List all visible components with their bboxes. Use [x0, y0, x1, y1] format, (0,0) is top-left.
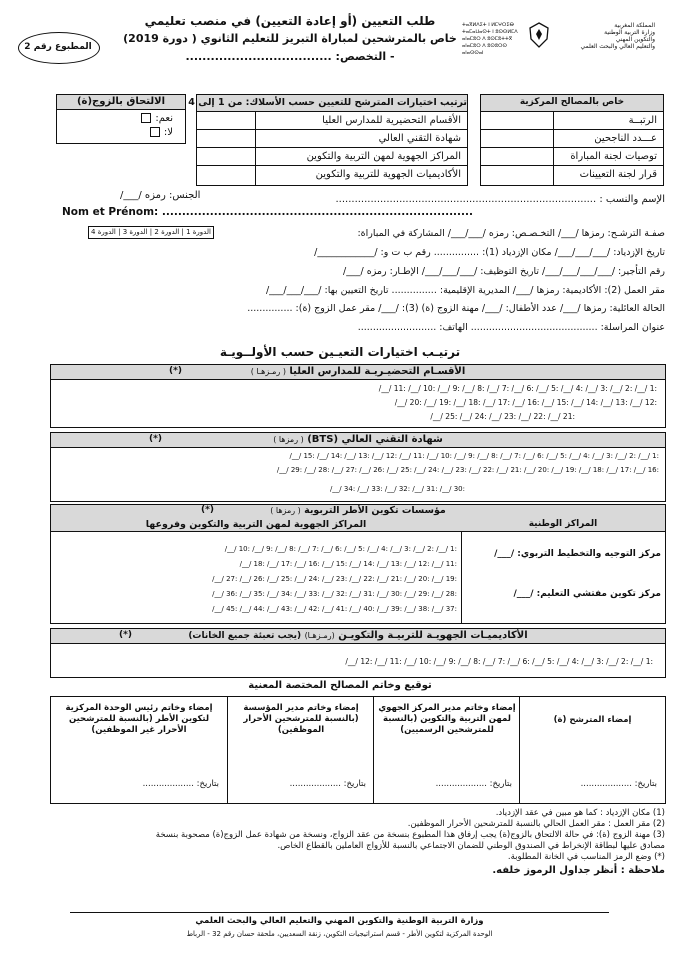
spouse-yes-checkbox[interactable]	[141, 113, 151, 123]
regional-row-4[interactable]: :28 /__/ :29 /__/ :30 /__/ :31 /__/ :32 /__/ :33 /__/ :34 /__/ :35 /__/ :36 /__/	[212, 590, 457, 598]
spouse-box-title: الالتحاق بالزوج(ة)	[76, 96, 166, 107]
spouse-box	[56, 94, 186, 144]
signatures-table	[50, 696, 666, 804]
spouse-yes-label: نعم:	[155, 113, 173, 124]
section-training-institutes	[50, 504, 666, 624]
regional-row-5[interactable]: :37 /__/ :38 /__/ :39 /__/ :40 /__/ :41 /__/ :42 /__/ :43 /__/ :44 /__/ :45 /__/	[212, 605, 457, 613]
prefs-row-cpge: الأقسام التحضيرية للمدارس العليا	[322, 115, 461, 126]
footnote-2: (2) مقر العمل : مقر العمل الحالي بالنسبة للمترشحين الأحرار الموظفين.	[407, 819, 665, 829]
section-academies	[50, 628, 666, 678]
field-payroll[interactable]: رقم التأجير: /___/___/___/___/ تاريخ التوظيف: /___/___/___/ الإطـار: رمزه /___/	[343, 266, 665, 277]
cpge-row-3[interactable]: :21 /__/ :22 /__/ :23 /__/ :24 /__/ :25 /__/	[430, 412, 575, 421]
admin-box	[480, 94, 664, 186]
field-family[interactable]: الحالة العائلية: رمزها /___/ عدد الأطفال: /___/ مهنة الزوج (ة) (3): /___/ مقر عمل الزوج (ة): ...............	[247, 303, 665, 314]
section-training-title: مؤسسات تكوين الأطر التربوية	[304, 505, 446, 516]
field-sessions[interactable]: الدورة 1 | الدورة 2 | الدورة 3 | الدورة 4	[88, 226, 214, 239]
prefs-row-academies: الأكاديميات الجهوية للتربية والتكوين	[315, 169, 461, 180]
signatures-title: توقيع وخاتم المصالح المختصة المعنية	[248, 680, 432, 691]
field-full-name-ar[interactable]: الإسم والنسب : ..................................................................................	[335, 194, 665, 205]
admin-row-rank: الرتبــة	[628, 115, 657, 126]
field-birth[interactable]: تاريخ الإزدياد: /___/___/___/ مكان الإزدياد (1): ............... رقم ب ت و: /____________/	[314, 247, 665, 258]
admin-row-decision: قرار لجنة التعيينات	[579, 169, 657, 180]
footnote-1: (1) مكان الإزدياد : كما هو مبين في عقد الإزدياد.	[495, 808, 665, 818]
section-bts-title: شهادة التقني العالي (BTS)	[307, 434, 443, 445]
field-workplace[interactable]: مقر العمل (2): الأكاديمية: رمزها /___/ المديرية الإقليمية: ............... تاريخ التعيين بها: /___/___/___/	[265, 285, 665, 296]
footnote-remark: ملاحظة : أنظر جداول الرموز خلفه.	[492, 865, 665, 876]
signature-crmef-director[interactable]: إمضاء وخاتم مدير المركز الجهوي لمهن التربية والتكوين (بالنسبة للمترشحين الرسميين) بتاريخ: ...................	[373, 697, 520, 803]
field-full-name-fr[interactable]: Nom et Prénom: ..............................................................................	[62, 206, 473, 218]
footnotes	[140, 808, 665, 876]
signature-school-director[interactable]: إمضاء وخاتم مدير المؤسسة (بالنسبة للمترشحين الأحرار الموظفين) بتاريخ: ...................	[227, 697, 374, 803]
regional-row-3[interactable]: :19 /__/ :20 /__/ :21 /__/ :22 /__/ :23 /__/ :24 /__/ :25 /__/ :26 /__/ :27 /__/	[212, 575, 457, 583]
regional-row-1[interactable]: :1 /__/ :2 /__/ :3 /__/ :4 /__/ :5 /__/ :6 /__/ :7 /__/ :8 /__/ :9 /__/ :10 /__/	[224, 545, 457, 553]
admin-row-jury: توصيات لجنة المباراة	[570, 151, 657, 162]
form-specialty: - التخصص: ...................................	[185, 50, 395, 63]
section-academies-note: (يجب تعبئة جميع الخانات)	[188, 631, 302, 641]
footnote-star: (*) وضع الرمز المناسب في الخانة المطلوبة.	[507, 852, 665, 862]
academies-row[interactable]: :1 /__/ :2 /__/ :3 /__/ :4 /__/ :5 /__/ :6 /__/ :7 /__/ :8 /__/ :9 /__/ :10 /__/ :11 /__/ :12 /__/	[345, 657, 653, 666]
national-center-inspectors[interactable]: مركز تكوين مفتشي التعليم: /___/	[513, 589, 661, 599]
national-centers-title: المراكز الوطنية	[528, 519, 598, 529]
cpge-row-2[interactable]: :12 /__/ :13 /__/ :14 /__/ :15 /__/ :16 /__/ :17 /__/ :18 /__/ :19 /__/ :20 /__/	[394, 398, 657, 407]
footnote-3: (3) مهنة الزوج (ة): في حالة الالتحاق بالزوج(ة) يجب إرفاق هذا المطبوع بنسخة من عقد الزواج، ونسخة من شهادة عمل الزوج(ة) مصحوبة بنسخة مصادق عليها لبطاقة الإنخراط في الصندوق الوطني للضمان الاجتماعي بالنسبة للأزواج العاملين بالقطاع الخاص.	[155, 830, 665, 851]
cpge-row-1[interactable]: :1 /__/ :2 /__/ :3 /__/ :4 /__/ :5 /__/ :6 /__/ :7 /__/ :8 /__/ :9 /__/ :10 /__/ :11 /__/	[378, 384, 657, 393]
signature-central-unit-head[interactable]: إمضاء وخاتم رئيس الوحدة المركزية لتكوين الأطر (بالنسبة للمترشحين الأحرار غير الموظفين) بتاريخ: ...................	[65, 703, 219, 789]
signature-candidate[interactable]: إمضاء المترشح (ة) بتاريخ: ...................	[519, 697, 665, 803]
field-address[interactable]: عنوان المراسلة: .......................................... الهاتف: ..........................	[357, 322, 665, 333]
bts-row-2[interactable]: :16 /__/ :17 /__/ :18 /__/ :19 /__/ :20 /__/ :21 /__/ :22 /__/ :23 /__/ :24 /__/ :25 /__/ :26 /__/ :27 /__/ :28 /__/ :29 /__/	[276, 466, 659, 474]
regional-centers-title: المراكز الجهوية لمهن التربية والتكوين وفروعها	[145, 519, 367, 530]
bts-row-3[interactable]: :30 /__/ :31 /__/ :32 /__/ :33 /__/ :34 /__/	[329, 485, 465, 493]
section-cpge-star: (*)	[169, 366, 182, 376]
spouse-no-checkbox[interactable]	[150, 127, 160, 137]
priority-title: ترتيـب اختيارات التعيـين حسب الأولــويـة	[219, 345, 461, 359]
field-gender[interactable]: الجنس: رمزه /___/	[120, 190, 201, 201]
section-training-code: ( رمزها )	[270, 506, 301, 515]
section-training-star: (*)	[201, 505, 214, 515]
form-title: طلب التعيين (أو إعادة التعيين) في منصب تعليمي	[144, 14, 436, 28]
prefs-row-bts: شهادة التقني العالي	[378, 133, 461, 144]
admin-row-winners: عـــدد الناجحين	[594, 133, 657, 144]
section-cpge-title: الأقسـام التحضيـريـة للمدارس العليا	[289, 366, 466, 377]
ministry-name-arabic: المملكة المغربية وزارة التربية الوطنية والتكوين المهني والتعليم العالي والبحث العلمي	[580, 22, 655, 50]
form-number: المطبوع رقم 2	[24, 42, 92, 52]
ministry-emblem	[528, 22, 550, 48]
national-center-orientation[interactable]: مركز التوجيه والتخطيط التربوي: /___/	[494, 549, 661, 559]
section-cpge	[50, 364, 666, 428]
section-bts	[50, 432, 666, 502]
footer-address: الوحدة المركزية لتكوين الأطر - قسم استراتيجيات التكوين، زنقة السعديين، ملحقة حسان رقم 32 - الرباط	[186, 930, 493, 938]
ministry-name-tifinagh: ⵜⴰⴳⵍⴷⵉⵜ ⵏ ⵍⵎⵖⵔⵉⴱ ⵜⴰⵎⴰⵡⴰⵙⵜ ⵏ ⵓⵙⵙⵍⵎⴷ ⴰⵏⴰⵎⵓⵔ ⴷ ⵓⵙⵎⵓⵜⵜⴳ ⴰⵏⴰⵎⵓⵔ ⴷ ⵓⵙⵓⵔⵙ ⴰⵏⴰⵙⵙⴰⵏ	[462, 22, 518, 56]
field-candidacy[interactable]: صفـة الترشـح: رمزها /___/ التخـصـص: رمزه /___/___/ المشاركة في المباراة:	[357, 228, 665, 239]
prefs-box-title: ترتيب اختيارات المترشح للتعيين حسب الأسلاك: من 1 إلى 4	[188, 97, 467, 108]
prefs-row-crmef: المراكز الجهوية لمهن التربية والتكوين	[306, 151, 461, 162]
section-bts-code: ( رمزها )	[273, 435, 304, 444]
bts-row-1[interactable]: :1 /__/ :2 /__/ :3 /__/ :4 /__/ :5 /__/ :6 /__/ :7 /__/ :8 /__/ :9 /__/ :10 /__/ :11 /__/ :12 /__/ :13 /__/ :14 /__/ :15 /__/	[289, 452, 659, 460]
section-academies-code: (رمـزهـا)	[304, 631, 335, 640]
section-academies-title: الأكاديميـات الجهويـة للتربيـة والتكويـن	[338, 630, 528, 641]
prefs-box	[188, 94, 468, 186]
regional-row-2[interactable]: :11 /__/ :12 /__/ :13 /__/ :14 /__/ :15 /__/ :16 /__/ :17 /__/ :18 /__/	[239, 560, 457, 568]
spouse-no-label: لا:	[163, 127, 173, 138]
form-subtitle: خاص بالمترشحين لمباراة التبريز للتعليم الثانوي ( دورة 2019)	[123, 32, 457, 45]
section-academies-star: (*)	[119, 630, 132, 640]
admin-box-title: خاص بالمصالح المركزية	[519, 97, 625, 107]
section-bts-star: (*)	[149, 434, 162, 444]
footer-ministry: وزارة التربية الوطنية والتكوين المهني والتعليم العالي والبحث العلمي	[195, 916, 484, 926]
section-cpge-code: ( رمـزهـا )	[250, 367, 286, 376]
